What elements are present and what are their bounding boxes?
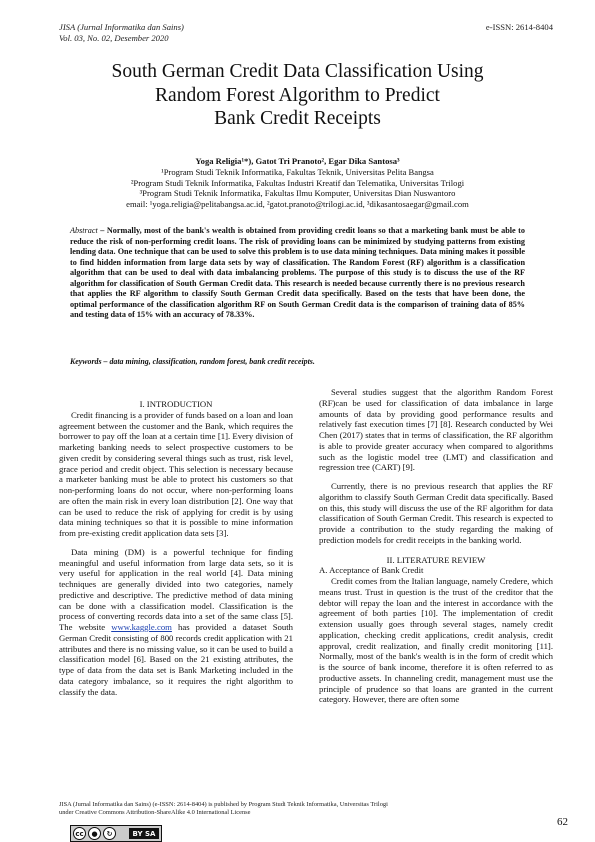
paper-title <box>60 60 535 131</box>
journal-issn: e-ISSN: 2614-8404 <box>485 22 553 32</box>
author-emails: email: ¹yoga.religia@pelitabangsa.ac.id, ²gatot.pranoto@trilogi.ac.id, ³dikasantosaegar@gmail.com <box>126 199 469 210</box>
abstract-label: Abstract <box>70 226 98 235</box>
abstract-text: – Normally, most of the bank's wealth is obtained from providing credit loans so that a marketing bank must be able to reduce the risk of non-performing credit loans. The risk of providing loans can be minimized by studying patterns from existing lending data. One technique that can be used to solve this problem is to use data mining techniques. Data mining makes it possible to find hidden information from large data sets by way of classification. The Random Forest (RF) algorithm is a classification algorithm that can be used to deal with data imbalancing problems. The purpose of this study is to discuss the use of the RF algorithm for classification of South German Credit data. This research is needed because currently there is no previous research that applies the RF algorithm to classify South German Credit data specifically. Based on the tests that have been done, the optimal performance of the classification algorithm RF on South German Credit data is the comparison of training data of 85% and testing data of 15% with an accuracy of 78.33%. <box>70 226 525 319</box>
intro-paragraph-4: Currently, there is no previous research that applies the RF algorithm to classify South German Credit data specifically. Based on this, this study will discuss the use of the RF algorithm for data classification of South German Credit. This research is expected to provide a contribution to the study regarding the making of prediction models for credit receipts in the banking world. <box>319 481 553 545</box>
intro-paragraph-2 <box>59 547 293 698</box>
author-block <box>40 156 555 210</box>
affiliation-1: ¹Program Studi Teknik Informatika, Fakultas Teknik, Universitas Pelita Bangsa <box>161 166 434 177</box>
intro-paragraph-3: Several studies suggest that the algorithm Random Forest (RF)can be used for classification of data imbalance in large amounts of data by providing good performance results and relatively fast execution times [7] [8]. Research conducted by Wei Chen (2017) states that in terms of classification, the RF algorithm is able to provide greater accuracy when compared to algorithms such as the logistic model tree (LMT) and classification and regression tree (CART) [9]. <box>319 387 553 473</box>
section-heading-literature-review: II. LITERATURE REVIEW <box>386 554 486 565</box>
title-line-3: Bank Credit Receipts <box>214 108 381 129</box>
share-alike-icon: ↻ <box>103 827 116 840</box>
keywords: Keywords – data mining, classification, random forest, bank credit receipts. <box>70 357 315 366</box>
intro-paragraph-2-text-a: Data mining (DM) is a powerful technique for finding meaningful and useful information from large data sets, so it is very useful for application in the real world [4]. Data mining techniques are generally divided into two categories, namely predictive and descriptive. The predictive method of data mining can be done with a classification model. Classification is the process of converting records data into a set of the same class [5]. The website <box>59 546 293 632</box>
author-names: Yoga Religia¹*), Gatot Tri Pranoto², Egar Dika Santosa³ <box>195 156 400 166</box>
intro-paragraph-1: Credit financing is a provider of funds based on a loan and loan agreement between the customer and the Bank, which requires the borrower to pay off the loan at a certain time [1]. Every division of marketing banking needs to select prospective customers to be given credit by considering several things such as trust, risk level, grace period and credit object. This selection is necessary because a marketer banking must be able to protect his customers so that non-performing loans do not occur, where non-performing loans are often the main risk in every loan distribution [2]. One way that can be used to reduce the risk of applying for credit is by using data mining techniques so that it is possible to mine information from pre-existing credit application data sets [3]. <box>59 409 293 538</box>
attribution-icon: ● <box>88 827 101 840</box>
cc-icon: cc <box>73 827 86 840</box>
footer-line-2: under Creative Commons Attribution-ShareAlike 4.0 International License <box>59 809 251 816</box>
literature-paragraph-1: Credit comes from the Italian language, namely Credere, which means trust. Trust in question is the trust of the creditor that the debtor will repay the loan and the interest in accordance with the agreement of both parties [10]. The implementation of credit extension usually goes through several stages, namely credit application, checking credit applications, credit analysis, credit approval, credit realization, and finally credit monitoring [11]. Normally, most of the bank's wealth is in the form of credit which is the source of bank income, therefore it is often referred to as productive assets. In channeling credit, management must use the principle of prudence so that loans are granted in the current category. However, there are often some <box>319 576 553 705</box>
journal-volume: Vol. 03, No. 02, Desember 2020 <box>59 32 169 43</box>
license-badge-text: BY SA <box>129 828 159 839</box>
kaggle-link[interactable]: www.kaggle.com <box>111 622 172 632</box>
title-line-1: South German Credit Data Classification Using <box>111 61 484 82</box>
license-footer <box>59 801 529 817</box>
affiliation-2: ²Program Studi Teknik Informatika, Fakultas Industri Kreatif dan Telematika, Universitas Trilogi <box>130 177 465 188</box>
cc-license-badge[interactable] <box>70 825 162 842</box>
footer-line-1: JISA (Jurnal Informatika dan Sains) (e-ISSN: 2614-8404) is published by Program Studi Teknik Informatika, Universitas Trilogi <box>59 801 388 808</box>
subsection-heading-bank-credit: A. Acceptance of Bank Credit <box>319 565 424 576</box>
left-column <box>59 399 293 697</box>
title-line-2: Random Forest Algorithm to Predict <box>155 84 440 106</box>
abstract <box>70 226 525 321</box>
right-column <box>319 387 553 705</box>
page-number: 62 <box>557 816 568 828</box>
section-heading-introduction: I. INTRODUCTION <box>139 399 213 409</box>
affiliation-3: ³Program Studi Teknik Informatika, Fakultas Ilmu Komputer, Universitas Dian Nuswantoro <box>139 188 456 199</box>
intro-paragraph-2-text-b: has provided a dataset South German Credit consisting of 800 records credit application with 21 attributes and there is no missing value, so it can be used to build a classification model [6]. Based on the 21 existing attributes, the type of data from the data set is Bank Marketing included in the data category imbalance, so it requires the right algorithm to classify the data. <box>59 622 294 697</box>
journal-name: JISA (Jurnal Informatika dan Sains) <box>59 22 184 32</box>
running-header <box>59 22 184 43</box>
